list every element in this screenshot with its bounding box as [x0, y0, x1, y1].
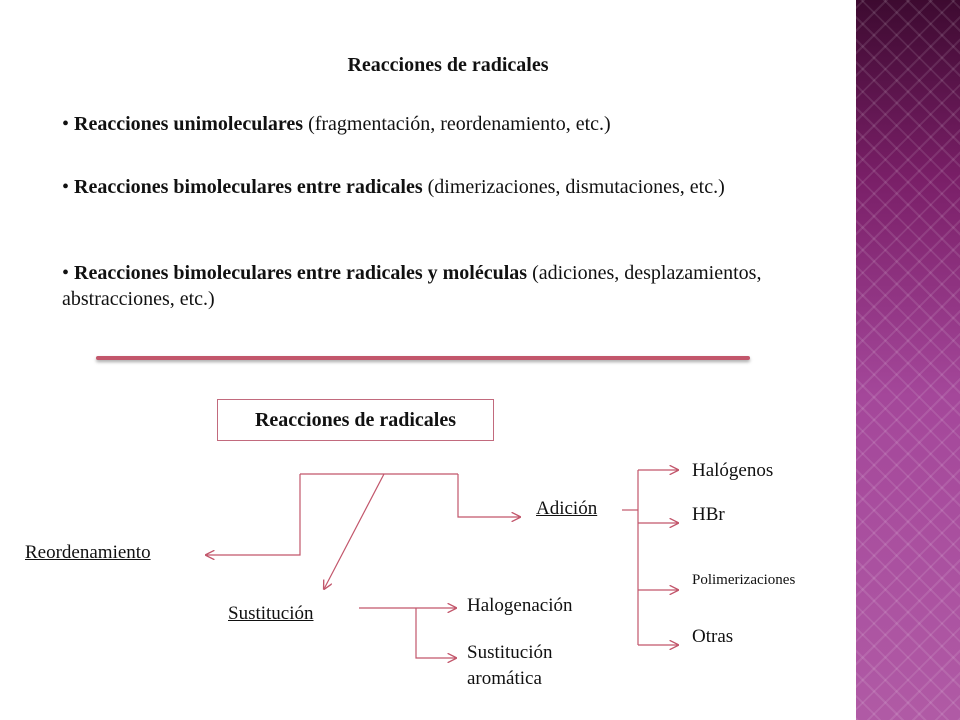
bullet-bold-text: Reacciones bimoleculares entre radicales y moléculas [74, 262, 528, 284]
page-title: Reacciones de radicales [347, 54, 549, 76]
bullet-text: (dimerizaciones, dismutaciones, etc.) [422, 176, 725, 198]
node-sustitucion: Sustitución [228, 603, 314, 624]
connector-to-reordenamiento [206, 474, 300, 555]
connector-to-adicion [458, 474, 520, 517]
bullet-marker: • [62, 113, 70, 135]
diagram-root-box: Reacciones de radicales [217, 399, 494, 441]
node-halogenos: Halógenos [692, 460, 774, 481]
bullet-bold-text: Reacciones bimoleculares entre radicales [74, 176, 423, 198]
bullet-text: (adiciones, desplazamientos, abstracciones, etc.) [62, 262, 762, 310]
connector-to-sustitucion [324, 474, 384, 589]
node-sustitucion-aromatica-line2: aromática [467, 668, 542, 689]
node-otras: Otras [692, 626, 734, 647]
bullet-marker: • [62, 262, 70, 284]
connector-to-sustitucion-aromatica [416, 608, 456, 658]
bullet-bold-text: Reacciones unimoleculares [74, 113, 304, 135]
decorative-sidebar [856, 0, 960, 720]
node-reordenamiento: Reordenamiento [25, 542, 151, 563]
node-sustitucion-aromatica-line1: Sustitución [467, 642, 553, 663]
node-sustitucion-aromatica [467, 640, 553, 692]
node-hbr: HBr [692, 504, 725, 525]
node-polimerizaciones: Polimerizaciones [692, 572, 796, 588]
bullet-marker: • [62, 176, 70, 198]
node-adicion: Adición [536, 498, 598, 519]
bullet-text: (fragmentación, reordenamiento, etc.) [303, 113, 611, 135]
node-halogenacion: Halogenación [467, 595, 573, 616]
